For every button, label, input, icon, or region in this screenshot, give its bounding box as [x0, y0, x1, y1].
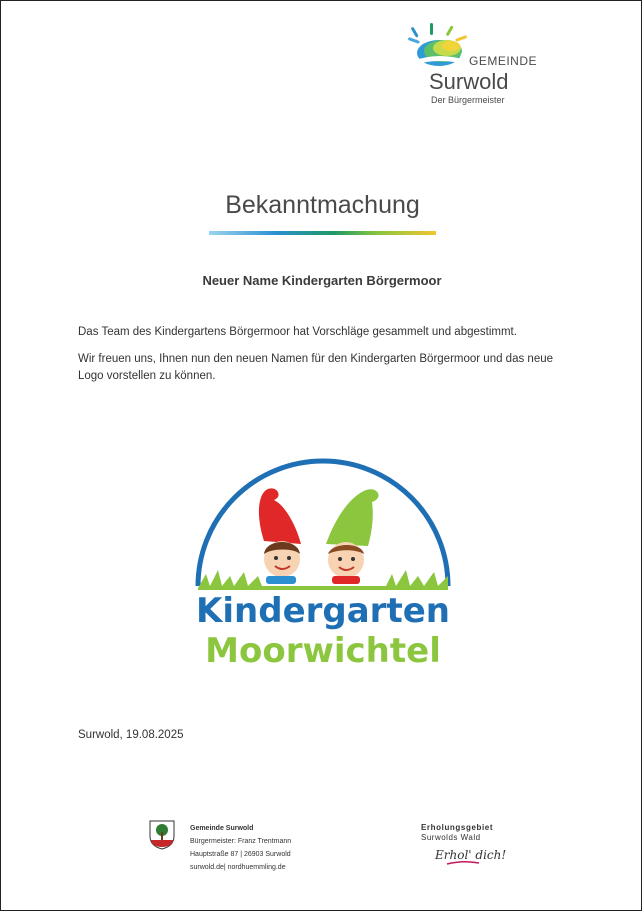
kindergarten-logo-line1: Kindergarten — [196, 591, 450, 631]
footer-address: Hauptstraße 87 | 26903 Surwold — [190, 851, 291, 858]
footer-org: Gemeinde Surwold — [190, 825, 254, 832]
sun-logo-icon — [403, 21, 473, 71]
logo-subtitle: Der Bürgermeister — [431, 95, 505, 105]
footer-contact — [190, 822, 291, 874]
date-line: Surwold, 19.08.2025 — [78, 729, 184, 741]
recreation-line1: Erholungsgebiet — [421, 823, 494, 832]
svg-text:Erhol' dich!: Erhol' dich! — [435, 848, 507, 862]
paragraph-1: Das Team des Kindergartens Börgermoor hat Vorschläge gesammelt und abgestimmt. — [78, 326, 517, 338]
paragraph-2: Wir freuen uns, Ihnen nun den neuen Namen für den Kindergarten Börgermoor und das neue Logo vorstellen zu können. — [78, 353, 554, 382]
page-title: Bekanntmachung — [225, 191, 420, 219]
municipality-logo — [403, 21, 563, 111]
recreation-line2: Surwolds Wald — [421, 833, 481, 842]
logo-town-name: Surwold — [429, 69, 509, 94]
coat-of-arms-icon — [149, 820, 175, 850]
footer-web[interactable]: surwold.de| nordhuemmling.de — [190, 864, 286, 871]
green-gnome-hat-icon — [326, 489, 379, 546]
kindergarten-logo-line2: Moorwichtel — [205, 631, 441, 671]
kindergarten-logo — [186, 456, 461, 671]
recreation-area-logo — [421, 823, 513, 871]
logo-gemeinde-text: GEMEINDE — [469, 54, 538, 68]
footer-mayor: Bürgermeister: Franz Trentmann — [190, 838, 292, 845]
red-gnome-hat-icon — [259, 488, 301, 544]
slogan-signature — [433, 844, 513, 866]
grass-icon — [198, 570, 448, 590]
announcement-subtitle: Neuer Name Kindergarten Börgermoor — [202, 273, 442, 288]
title-gradient-bar — [209, 231, 436, 235]
